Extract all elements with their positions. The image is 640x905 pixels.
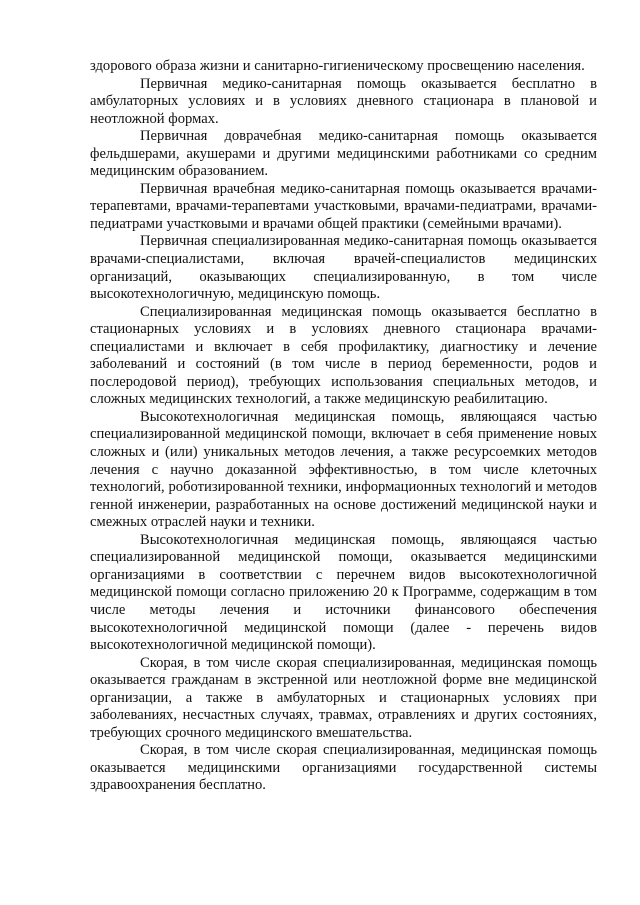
paragraph-specialized-care: Специализированная медицинская помощь оказывается бесплатно в стационарных условиях и в условиях дневного стационара врачами-специалистами и включает в себя профилактику, диагностику и лечение заболеваний и состояний (в том числе в период беременности, родов и послеродовой период), требующих использования специальных методов, и сложных медицинских технологий, а также медицинскую реабилитацию. (90, 303, 597, 408)
paragraph-high-tech-care-definition: Высокотехнологичная медицинская помощь, являющаяся частью специализированной медицинской помощи, включает в себя применение новых сложных и (или) уникальных методов лечения, а также ресурсоемких методов лечения с научно доказанной эффективностью, в том числе клеточных технологий, роботизированной техники, информационных технологий и методов генной инженерии, разработанных на основе достижений медицинской науки и смежных отраслей науки и техники. (90, 408, 597, 531)
paragraph-pre-medical-care: Первичная доврачебная медико-санитарная помощь оказывается фельдшерами, акушерами и другими медицинскими работниками со средним медицинским образованием. (90, 128, 597, 180)
paragraph-continuation: здорового образа жизни и санитарно-гигиеническому просвещению населения. (90, 58, 585, 74)
paragraph-specialized-primary-care: Первичная специализированная медико-санитарная помощь оказывается врачами-специалистами, включая врачей-специалистов медицинских организаций, оказывающих специализированную, в том числе высокотехнологичную, медицинскую помощь. (90, 233, 597, 303)
paragraph-primary-care: Первичная медико-санитарная помощь оказывается бесплатно в амбулаторных условиях и в условиях дневного стационара в плановой и неотложной формах. (90, 75, 597, 127)
paragraph-physician-care: Первичная врачебная медико-санитарная помощь оказывается врачами-терапевтами, врачами-терапевтами участковыми, врачами-педиатрами, врачами-педиатрами участковыми и врачами общей практики (семейными врачами). (90, 180, 597, 232)
document-page (90, 58, 597, 795)
paragraph-high-tech-care-provision: Высокотехнологичная медицинская помощь, являющаяся частью специализированной медицинской помощи, оказывается медицинскими организациями в соответствии с перечнем видов высокотехнологичной медицинской помощи согласно приложению 20 к Программе, содержащим в том числе методы лечения и источники финансового обеспечения высокотехнологичной медицинской помощи (далее - перечень видов высокотехнологичной медицинской помощи). (90, 531, 597, 654)
paragraph-emergency-care: Скорая, в том числе скорая специализированная, медицинская помощь оказывается гражданам в экстренной или неотложной форме вне медицинской организации, а также в амбулаторных и стационарных условиях при заболеваниях, несчастных случаях, травмах, отравлениях и других состояниях, требующих срочного медицинского вмешательства. (90, 654, 597, 741)
paragraph-emergency-care-free: Скорая, в том числе скорая специализированная, медицинская помощь оказывается медицинскими организациями государственной системы здравоохранения бесплатно. (90, 742, 597, 794)
